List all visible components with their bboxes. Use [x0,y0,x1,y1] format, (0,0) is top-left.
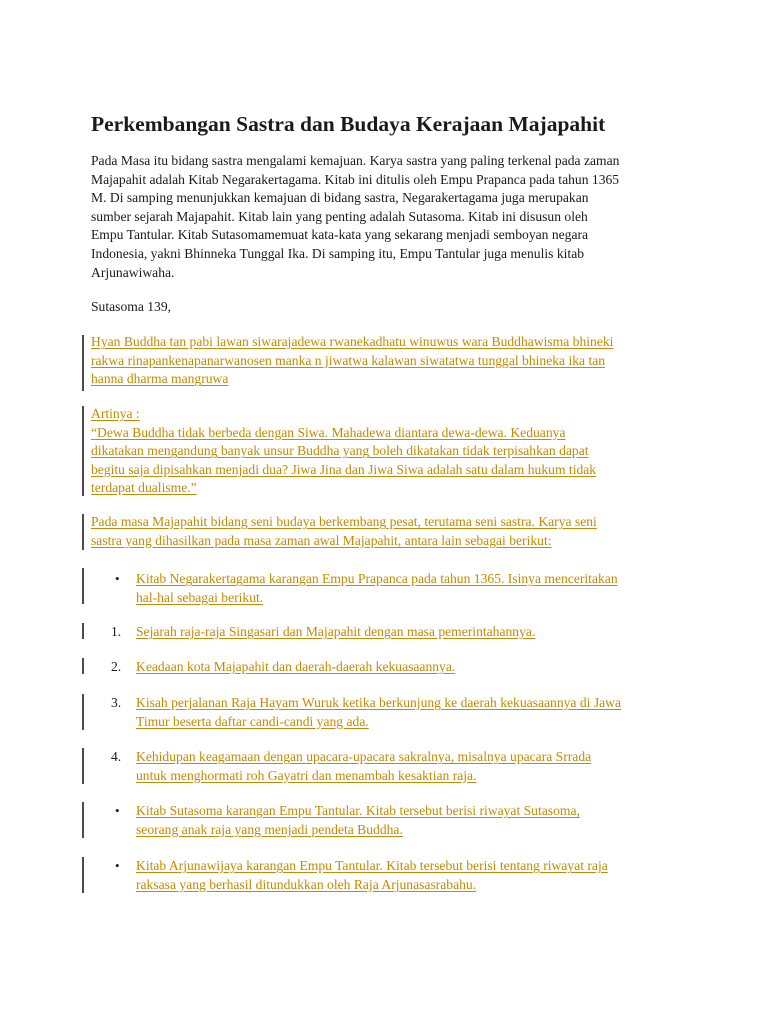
bullet-marker: • [115,803,120,818]
number-marker: 2. [111,659,122,674]
translation-paragraph[interactable] [91,405,596,498]
paragraph-line: Indonesia, yakni Bhinneka Tunggal Ika. Di samping itu, Empu Tantular juga menulis kitab [91,245,585,261]
change-bar [82,568,84,604]
citation-paragraph [91,298,691,317]
translation-line: Artinya : [91,406,140,421]
list-item-line: Keadaan kota Majapahit dan daerah-daerah kekuasaannya. [136,659,456,674]
intro-paragraph [91,152,691,282]
list-item-line: Kisah perjalanan Raja Hayam Wuruk ketika berkunjung ke daerah kekuasaannya di Jawa [136,695,621,710]
translation-line: terdapat dualisme.” [91,480,197,496]
arts-line: sastra yang dihasilkan pada masa zaman awal Majapahit, antara lain sebagai berikut: [91,532,552,548]
list-item-line: Timur beserta daftar candi-candi yang ada. [136,713,369,729]
translation-line: dikatakan mengandung banyak unsur Buddha yang boleh dikatakan tidak terpisahkan dapat [91,443,589,459]
list-item-line: raksasa yang berhasil ditundukkan oleh Raja Arjunasasrabahu. [136,876,477,892]
paragraph-line: Pada Masa itu bidang sastra mengalami kemajuan. Karya sastra yang paling terkenal pada zaman [91,153,620,168]
document-title: Perkembangan Sastra dan Budaya Kerajaan Majapahit [91,112,606,136]
verse-paragraph[interactable] [91,333,613,389]
verse-line: Hyan Buddha tan pabi lawan siwarajadewa rwanekadhatu winuwus wara Buddhawisma bhineki [91,334,614,349]
number-marker: 3. [111,695,122,710]
number-marker: 1. [111,624,122,639]
change-bar [82,335,84,391]
verse-line: hanna dharma mangruwa [91,371,229,387]
change-bar [82,623,84,639]
list-item-line: Kehidupan keagamaan dengan upacara-upacara sakralnya, misalnya upacara Srrada [136,749,592,764]
citation-text: Sutasoma 139, [91,299,172,314]
list-item-line: Sejarah raja-raja Singasari dan Majapahit dengan masa pemerintahannya. [136,624,536,639]
change-bar [82,802,84,838]
arts-paragraph[interactable] [91,513,597,550]
list-item-line: hal-hal sebagai berikut. [136,589,264,605]
list-item-line: Kitab Sutasoma karangan Empu Tantular. Kitab tersebut berisi riwayat Sutasoma, [136,803,580,818]
change-bar [82,406,84,496]
paragraph-line: Arjunawiwaha. [91,264,175,280]
change-bar [82,694,84,730]
paragraph-line: Empu Tantular. Kitab Sutasomamemuat kata-kata yang sekarang menjadi semboyan negara [91,227,589,243]
arts-line: Pada masa Majapahit bidang seni budaya berkembang pesat, terutama seni sastra. Karya seni [91,514,597,529]
change-bar [82,514,84,550]
paragraph-line: Majapahit adalah Kitab Negarakertagama. Kitab ini ditulis oleh Empu Prapanca pada tahun 1365 [91,171,620,187]
number-marker: 4. [111,749,122,764]
paragraph-line: sumber sejarah Majapahit. Kitab lain yang penting adalah Sutasoma. Kitab ini disusun oleh [91,208,588,224]
change-bar [82,857,84,893]
paragraph-line: M. Di samping menunjukkan kemajuan di bidang sastra, Negarakertagama juga merupakan [91,190,589,206]
change-bar [82,658,84,674]
bullet-marker: • [115,858,120,873]
list-item-line: seorang anak raja yang menjadi pendeta Buddha. [136,821,403,837]
list-item-line: Kitab Arjunawijaya karangan Empu Tantular. Kitab tersebut berisi tentang riwayat raja [136,858,608,873]
translation-line: begitu saja dipisahkan menjadi dua? Jiwa Jina dan Jiwa Siwa adalah satu dalam hukum tidak [91,461,597,477]
list-item-line: Kitab Negarakertagama karangan Empu Prapanca pada tahun 1365. Isinya menceritakan [136,571,618,586]
change-bar [82,748,84,784]
bullet-marker: • [115,571,120,586]
list-item-line: untuk menghormati roh Gayatri dan menambah kesaktian raja. [136,767,477,783]
verse-line: rakwa rinapankenapanarwanosen manka n jiwatwa kalawan siwatatwa tunggal bhineka ika tan [91,352,606,368]
translation-line: “Dewa Buddha tidak berbeda dengan Siwa. Mahadewa diantara dewa-dewa. Keduanya [91,424,566,440]
